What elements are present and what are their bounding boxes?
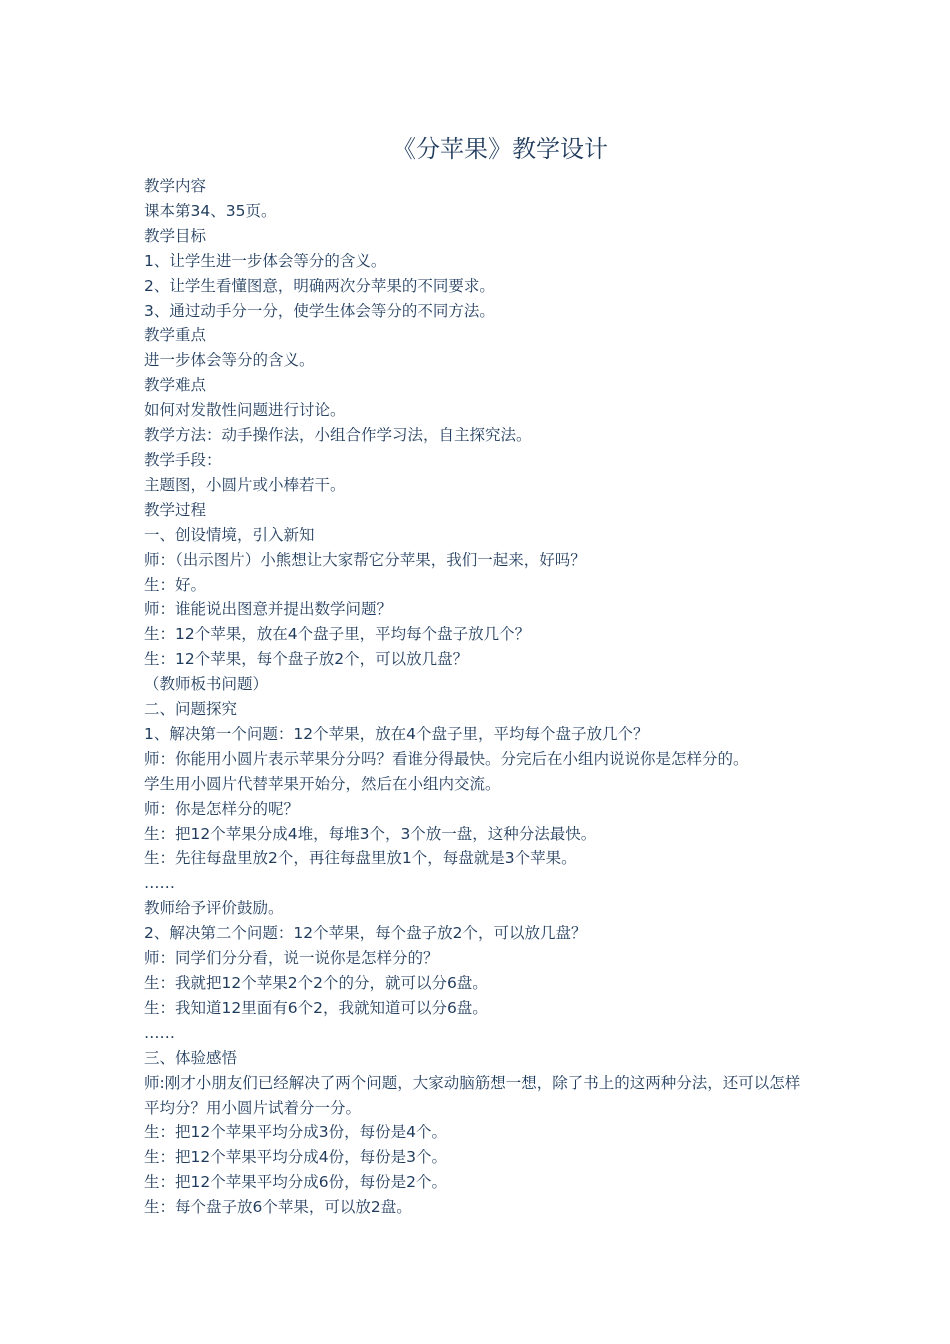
paragraph-line: 教学过程	[144, 500, 207, 519]
paragraph-line: 生：把12个苹果平均分成3份，每份是4个。	[144, 1123, 447, 1142]
paragraph-line: 师：同学们分分看，说一说你是怎样分的？	[144, 949, 439, 968]
paragraph-line: 教学内容	[144, 177, 207, 195]
paragraph-line: 生：每个盘子放6个苹果，可以放2盘。	[144, 1198, 412, 1217]
paragraph-line: 师：你能用小圆片表示苹果分分吗？看谁分得最快。分完后在小组内说说你是怎样分的。	[144, 749, 749, 768]
document-title: 《分苹果》教学设计	[392, 135, 608, 163]
paragraph-line: 教学方法：动手操作法，小组合作学习法，自主探究法。	[144, 426, 532, 445]
paragraph-line: 三、体验感悟	[144, 1048, 238, 1067]
paragraph-line: 生：好。	[144, 575, 207, 594]
paragraph-line: 学生用小圆片代替苹果开始分，然后在小组内交流。	[144, 774, 501, 793]
paragraph-line: 1、让学生进一步体会等分的含义。	[144, 251, 387, 270]
paragraph-line: 教学难点	[144, 376, 207, 395]
paragraph-line: 3、通过动手分一分，使学生体会等分的不同方法。	[144, 301, 495, 320]
paragraph-line: 生：12个苹果，放在4个盘子里，平均每个盘子放几个？	[144, 625, 531, 644]
paragraph-line: ……	[144, 1023, 175, 1042]
paragraph-line: 生：把12个苹果平均分成4份，每份是3个。	[144, 1148, 447, 1167]
paragraph-line: 生：12个苹果，每个盘子放2个，可以放几盘？	[144, 650, 469, 669]
paragraph-line: ……	[144, 874, 175, 893]
paragraph-line: 进一步体会等分的含义。	[144, 351, 315, 370]
paragraph-line: 主题图，小圆片或小棒若干。	[144, 475, 346, 494]
paragraph-line: 生：我就把12个苹果2个2个的分，就可以分6盘。	[144, 974, 488, 992]
paragraph-line: 如何对发散性问题进行讨论。	[144, 401, 346, 420]
paragraph-line: 教学手段：	[144, 450, 222, 469]
paragraph-line: 1、解决第一个问题：12个苹果，放在4个盘子里，平均每个盘子放几个？	[144, 724, 649, 743]
paragraph-line: 2、让学生看懂图意，明确两次分苹果的不同要求。	[144, 276, 495, 295]
paragraph-line: 师：你是怎样分的呢？	[144, 799, 300, 818]
document-body	[144, 174, 812, 1220]
paragraph-line: 2、解决第二个问题：12个苹果，每个盘子放2个，可以放几盘？	[144, 924, 587, 943]
paragraph-line: 生：我知道12里面有6个2，我就知道可以分6盘。	[144, 998, 488, 1017]
paragraph-line: 教学重点	[144, 326, 207, 345]
paragraph-line: 生：先往每盘里放2个，再往每盘里放1个，每盘就是3个苹果。	[144, 849, 577, 868]
paragraph-line: 教师给予评价鼓励。	[144, 899, 284, 918]
paragraph-line: 师:刚才小朋友们已经解决了两个问题，大家动脑筋想一想，除了书上的这两种分法，还可以怎样平均分？用小圆片试着分一分。	[144, 1073, 801, 1117]
paragraph-line: 二、问题探究	[144, 700, 238, 719]
paragraph-line: 课本第34、35页。	[144, 201, 277, 220]
paragraph-line: 教学目标	[144, 226, 207, 245]
paragraph-line: 生：把12个苹果分成4堆，每堆3个，3个放一盘，这种分法最快。	[144, 824, 597, 843]
paragraph-line: （教师板书问题）	[144, 675, 269, 694]
paragraph-line: 生：把12个苹果平均分成6份，每份是2个。	[144, 1173, 447, 1192]
paragraph-line: 师：谁能说出图意并提出数学问题？	[144, 600, 393, 619]
paragraph-line: 一、创设情境，引入新知	[144, 525, 315, 544]
paragraph-line: 师：（出示图片）小熊想让大家帮它分苹果，我们一起来，好吗？	[144, 550, 586, 569]
